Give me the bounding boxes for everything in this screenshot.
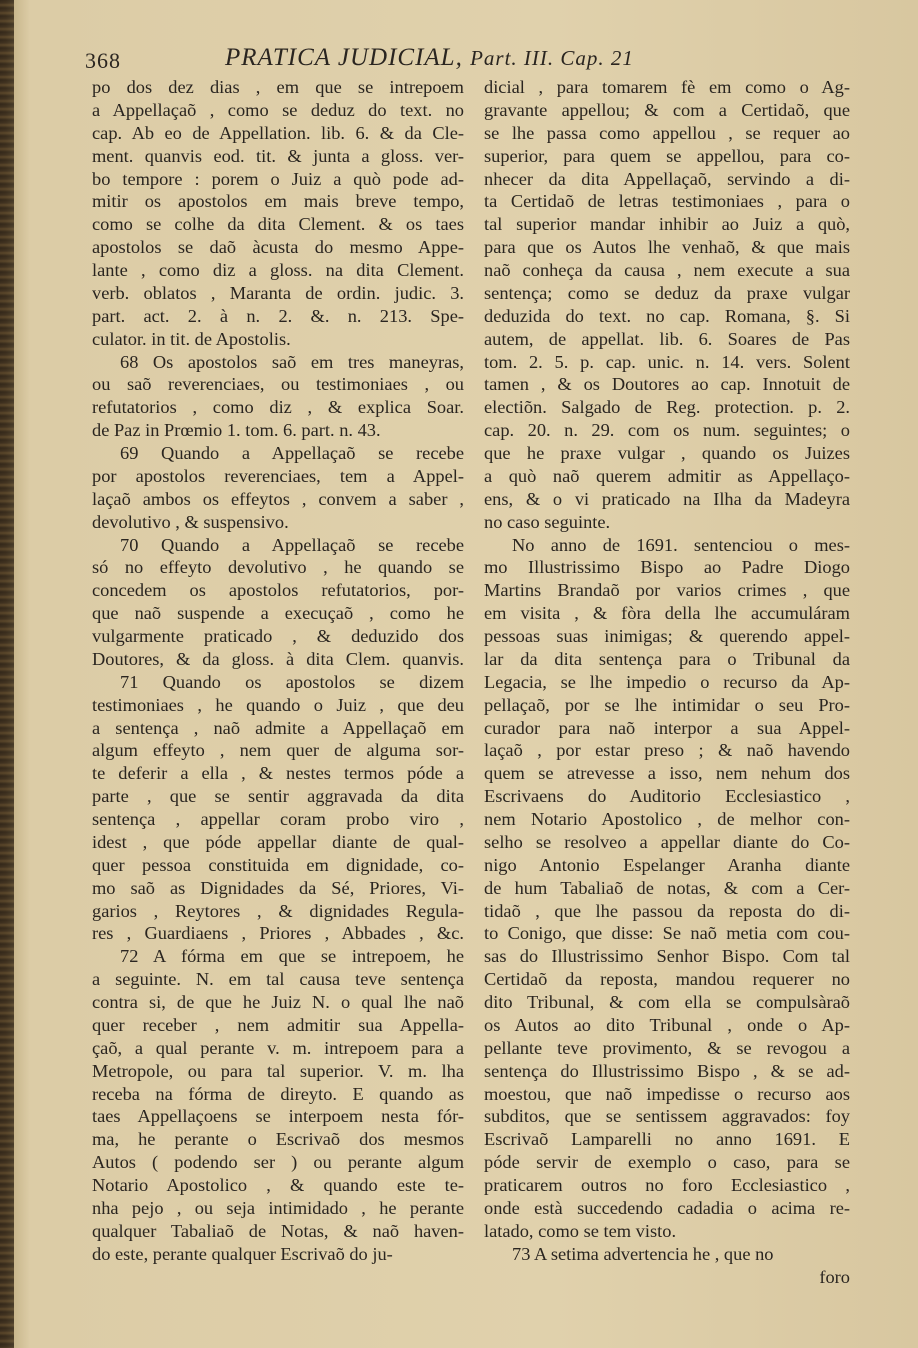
text-line: deduzida do text. no cap. Romana, §. Si	[484, 305, 850, 326]
text-line: devolutivo , & suspensivo.	[92, 511, 289, 532]
text-line: mo Illustrissimo Bispo ao Padre Diogo	[484, 557, 850, 578]
text-line: ens, & o vi praticado na Ilha da Madeyra	[484, 488, 850, 509]
text-line: dito Tribunal, & com ella se compulsàraõ	[484, 992, 850, 1012]
text-line: concedem os apostolos refutatorios, por-	[92, 580, 464, 601]
text-line: quem se atrevesse a isso, nem nehum dos	[484, 763, 850, 784]
text-line: latado, como se tem visto.	[484, 1220, 677, 1241]
text-line: Metropole, ou para tal superior. V. m. lha	[92, 1060, 464, 1081]
text-line: 68 Os apostolos saõ em tres maneyras,	[120, 351, 464, 372]
text-line: verb. oblatos , Maranta de ordin. judic. 3.	[92, 282, 464, 303]
text-line: laçaõ , por estar preso ; & naõ havendo	[484, 740, 850, 761]
text-line: to Conigo, que disse: Se naõ metia com cou-	[484, 923, 850, 944]
text-line: vulgarmente praticado , & deduzido dos	[92, 626, 464, 646]
text-line: ou saõ reverenciaes, ou testimoniaes , ou	[92, 374, 464, 395]
text-line: res , Guardiaens , Priores , Abbades , &c.	[92, 923, 464, 944]
text-line: nem Notario Apostolico , de melhor con-	[484, 809, 850, 829]
text-line: çaõ, a qual perante v. m. intrepoem para a	[92, 1037, 464, 1058]
text-line: nhecer da dita Appellaçaõ, servindo a di-	[484, 168, 850, 189]
text-line: subditos, que se sentissem aggravados: foy	[484, 1106, 850, 1127]
text-line: quer pessoa constituida em dignidade, co-	[92, 854, 464, 875]
text-line: electiõn. Salgado de Reg. protection. p. 2.	[484, 397, 850, 418]
text-line: para que os Autos lhe venhaõ, & que mais	[484, 237, 850, 258]
text-line: que he praxe vulgar , quando os Juizes	[484, 443, 850, 463]
text-line: nha pejo , ou seja intimidado , he perante	[92, 1197, 464, 1218]
text-line: foro	[819, 1266, 850, 1287]
text-line: cap. Ab eo de Appellation. lib. 6. & da Cle-	[92, 122, 464, 143]
text-line: que naõ suspende a execuçaõ , como he	[92, 603, 464, 624]
text-line: Certidaõ da reposta, mandou requerer no	[484, 969, 850, 990]
running-title	[225, 44, 634, 72]
part-chapter-label: Part. III. Cap. 21	[470, 46, 634, 70]
running-title-text: PRATICA JUDICIAL,	[225, 44, 463, 71]
text-line: garios , Reytores , & dignidades Regula-	[92, 900, 464, 921]
text-line: Legacia, se lhe impedio o recurso da Ap-	[484, 671, 850, 692]
text-line: a seguinte. N. em tal causa teve sentença	[92, 969, 464, 990]
text-line: naõ conheça da causa , nem execute a sua	[484, 260, 850, 280]
text-line: mitir os apostolos em mais breve tempo,	[92, 191, 464, 212]
text-line: ma, he perante o Escrivaõ dos mesmos	[92, 1129, 464, 1150]
text-line: Notario Apostolico , & quando este te-	[92, 1175, 464, 1195]
text-line: apostolos se daõ àcusta do mesmo Appe-	[92, 237, 464, 258]
text-line: gravante appellou; & com a Certidaõ, que	[484, 99, 850, 120]
text-line: como se colhe da dita Clement. & os taes	[92, 214, 464, 235]
text-line: onde està succedendo cadadia o acima re-	[484, 1197, 850, 1218]
text-line: sentença do Illustrissimo Bispo , & se ad-	[484, 1060, 850, 1081]
text-line: refutatorios , como diz , & explica Soar.	[92, 397, 464, 418]
text-line: sentença; como se deduz da praxe vulgar	[484, 282, 850, 303]
text-line: receba na fórma de direyto. E quando as	[92, 1083, 464, 1104]
text-line: 69 Quando a Appellaçaõ se recebe	[120, 443, 464, 463]
text-line: póde servir de exemplo o caso, para se	[484, 1152, 850, 1173]
text-line: se lhe passa como appellou , se requer ao	[484, 122, 850, 143]
text-line: tal superior mandar inhibir ao Juiz a quò,	[484, 214, 850, 235]
text-line: superior, para quem se appellou, para co-	[484, 145, 850, 166]
text-line: 73 A setima advertencia he , que no	[512, 1243, 774, 1264]
text-line: qualquer Tabaliaõ de Notas, & naõ haven-	[92, 1220, 464, 1241]
text-line: taes Appellaçoens se interpoem nesta fór-	[92, 1106, 464, 1127]
text-line: dicial , para tomarem fè em como o Ag-	[484, 77, 850, 97]
text-line: ta Certidaõ de letras testimoniaes , para o	[484, 191, 850, 212]
text-line: pellante teve provimento, & se revogou a	[484, 1037, 850, 1058]
text-line: selho se resolveo a appellar diante do Co-	[484, 831, 850, 852]
text-line: mo saõ as Dignidades da Sé, Priores, Vi-	[92, 877, 464, 898]
text-line: 71 Quando os apostolos se dizem	[120, 671, 464, 692]
text-line: os Autos ao dito Tribunal , onde o Ap-	[484, 1014, 850, 1035]
text-line: culator. in tit. de Apostolis.	[92, 328, 291, 349]
text-line: Doutores, & da gloss. à dita Clem. quanvis.	[92, 648, 464, 669]
text-line: pellaçaõ, por se lhe intimidar o seu Pro-	[484, 694, 850, 715]
text-line: curador para naõ interpor a sua Appel-	[484, 717, 850, 738]
text-line: tom. 2. 5. p. cap. unic. n. 14. vers. Solent	[484, 351, 850, 372]
text-line: No anno de 1691. sentenciou o mes-	[512, 534, 850, 555]
text-line: do este, perante qualquer Escrivaõ do ju-	[92, 1243, 393, 1264]
text-line: de Paz in Prœmio 1. tom. 6. part. n. 43.	[92, 420, 381, 441]
text-line: sas do Illustrissimo Senhor Bispo. Com tal	[484, 946, 850, 967]
text-line: praticarem outros no foro Ecclesiastico ,	[484, 1175, 850, 1195]
text-line: pessoas suas inimigas; & querendo appel-	[484, 626, 850, 646]
text-line: Escrivaens do Auditorio Ecclesiastico ,	[484, 786, 850, 807]
text-line: po dos dez dias , em que se intrepoem	[92, 77, 464, 97]
text-line: no caso seguinte.	[484, 511, 611, 532]
text-line: tamen , & os Doutores ao cap. Innotuit de	[484, 374, 850, 395]
text-line: Autos ( podendo ser ) ou perante algum	[92, 1152, 464, 1173]
text-line: testimoniaes , he quando o Juiz , que deu	[92, 694, 464, 715]
text-line: moestou, que naõ impedisse o recurso aos	[484, 1083, 850, 1104]
text-line: parte , que se sentir aggravada da dita	[92, 786, 464, 807]
text-line: só no effeyto devolutivo , he quando se	[92, 557, 464, 578]
text-line: lante , como diz a gloss. na dita Clement.	[92, 260, 464, 280]
text-line: contra si, de que he Juiz N. o qual lhe naõ	[92, 992, 464, 1012]
text-line: cap. 20. n. 29. com os num. seguintes; o	[484, 420, 850, 441]
text-line: nigo Antonio Espelanger Aranha diante	[484, 854, 850, 875]
left-column	[92, 76, 464, 1266]
text-line: algum effeyto , nem quer de alguma sor-	[92, 740, 464, 761]
text-line: a sentença , naõ admite a Appellaçaõ em	[92, 717, 464, 738]
text-line: laçaõ ambos os effeytos , convem a saber ,	[92, 488, 464, 509]
text-line: bo tempore : porem o Juiz a quò pode ad-	[92, 168, 464, 189]
text-line: Martins Brandaõ por varios crimes , que	[484, 580, 850, 601]
text-line: sentença , appellar coram probo viro ,	[92, 809, 464, 829]
right-column	[484, 76, 850, 1288]
text-line: part. act. 2. à n. 2. &. n. 213. Spe-	[92, 305, 464, 326]
text-line: a quò naõ querem admitir as Appellaço-	[484, 465, 850, 486]
text-line: tidaõ , que lhe passou da reposta do di-	[484, 900, 850, 921]
text-line: 70 Quando a Appellaçaõ se recebe	[120, 534, 464, 555]
page-number: 368	[85, 48, 121, 73]
text-line: idest , que póde appellar diante de qual-	[92, 831, 464, 852]
text-line: em visita , & fòra della lhe accumuláram	[484, 603, 850, 624]
text-line: por apostolos reverenciaes, tem a Appel-	[92, 465, 464, 486]
text-line: lar da dita sentença para o Tribunal da	[484, 648, 850, 669]
text-line: 72 A fórma em que se intrepoem, he	[120, 946, 464, 967]
text-line: te deferir a ella , & nestes termos póde a	[92, 763, 464, 784]
text-line: Escrivaõ Lamparelli no anno 1691. E	[484, 1129, 850, 1150]
text-line: de hum Tabaliaõ de notas, & com a Cer-	[484, 877, 850, 898]
text-line: autem, de appellat. lib. 6. Soares de Pas	[484, 328, 850, 349]
text-line: a Appellaçaõ , como se deduz do text. no	[92, 99, 464, 120]
text-line: ment. quanvis eod. tit. & junta a gloss. ver-	[92, 145, 464, 166]
text-line: quer receber , nem admitir sua Appella-	[92, 1014, 464, 1035]
